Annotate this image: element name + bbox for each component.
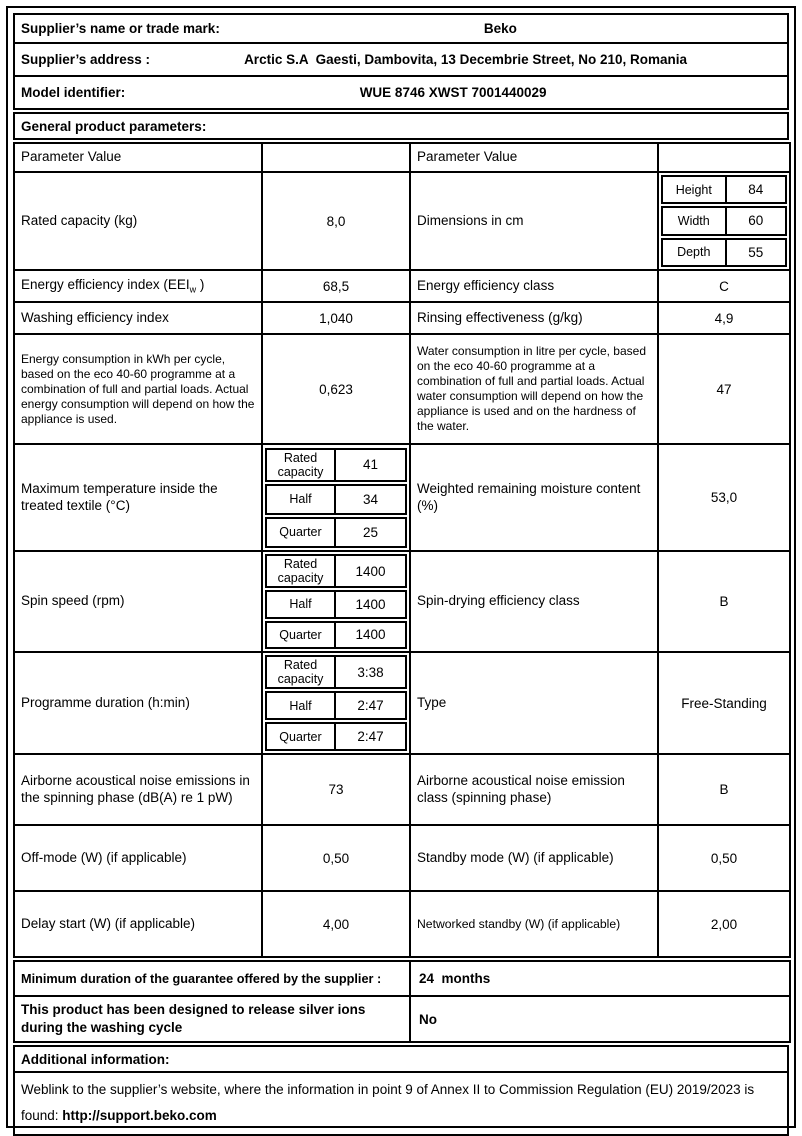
duration-rated-value: 3:38 [334, 655, 407, 689]
duration-half-value: 2:47 [334, 691, 407, 720]
spin-rated-value: 1400 [334, 554, 407, 588]
spin-speed-sub-table [262, 551, 410, 652]
max-temp-rated-row [265, 448, 407, 482]
spin-speed-label: Spin speed (rpm) [14, 551, 262, 652]
duration-quarter-label: Quarter [265, 722, 336, 751]
noise-value: 73 [262, 754, 410, 825]
consumption-row [14, 334, 790, 444]
delay-start-value: 4,00 [262, 891, 410, 957]
noise-label: Airborne acoustical noise emissions in the spinning phase (dB(A) re 1 pW) [14, 754, 262, 825]
section-title: General product parameters: [14, 113, 788, 139]
duration-sub-table [262, 652, 410, 754]
max-temp-rated-value: 41 [334, 448, 407, 482]
spin-rated-label: Rated capacity [265, 554, 336, 588]
spin-quarter-row [265, 621, 407, 650]
off-mode-value: 0,50 [262, 825, 410, 891]
dimensions-label: Dimensions in cm [410, 172, 658, 270]
guarantee-value: 24 months [410, 961, 790, 996]
moisture-label: Weighted remaining moisture content (%) [410, 444, 658, 551]
duration-label: Programme duration (h:min) [14, 652, 262, 754]
dimension-width-label: Width [661, 206, 727, 235]
networked-standby-value: 2,00 [658, 891, 790, 957]
delay-start-row [14, 891, 790, 957]
model-identifier-row [14, 76, 788, 109]
delay-start-label: Delay start (W) (if applicable) [14, 891, 262, 957]
silver-ions-label: This product has been designed to release silver ions during the washing cycle [14, 996, 410, 1042]
duration-quarter-value: 2:47 [334, 722, 407, 751]
duration-row [14, 652, 790, 754]
eei-value: 68,5 [262, 270, 410, 302]
dimension-height-label: Height [661, 175, 727, 204]
supplier-name-value: Beko [483, 21, 517, 36]
spin-class-value: B [658, 551, 790, 652]
max-temp-quarter-label: Quarter [265, 517, 336, 548]
duration-half-row [265, 691, 407, 720]
spin-rated-row [265, 554, 407, 588]
guarantee-row [14, 961, 790, 996]
guarantee-label: Minimum duration of the guarantee offered by the supplier : [14, 961, 410, 996]
max-temp-quarter-value: 25 [334, 517, 407, 548]
max-temperature-sub-table [262, 444, 410, 551]
additional-info-title-row [14, 1046, 788, 1072]
product-fiche-page [6, 6, 796, 1128]
moisture-value: 53,0 [658, 444, 790, 551]
silver-ions-value: No [410, 996, 790, 1042]
model-identifier-label: Model identifier: [21, 85, 126, 100]
dimension-width-row [661, 206, 787, 235]
rinsing-value: 4,9 [658, 302, 790, 334]
rated-capacity-value: 8,0 [262, 172, 410, 270]
water-consumption-value: 47 [658, 334, 790, 444]
eei-row [14, 270, 790, 302]
energy-class-value: C [658, 270, 790, 302]
supplier-address-label: Supplier’s address : [21, 52, 151, 67]
weblink-text: Weblink to the supplier’s website, where the information in point 9 of Annex II to Commission Regulation (EU) 2019/2023 is found: [21, 1082, 755, 1124]
supplier-address-value: Arctic S.A Gaesti, Dambovita, 13 Decembrie Street, No 210, Romania [244, 52, 687, 67]
weblink-row [14, 1072, 788, 1135]
dimension-height-row [661, 175, 787, 204]
max-temp-rated-label: Rated capacity [265, 448, 336, 482]
model-identifier-value: WUE 8746 XWST 7001440029 [359, 85, 547, 100]
noise-class-value: B [658, 754, 790, 825]
type-label: Type [410, 652, 658, 754]
spin-half-label: Half [265, 590, 336, 619]
supplier-name-label: Supplier’s name or trade mark: [21, 21, 220, 36]
spin-half-value: 1400 [334, 590, 407, 619]
supplier-name-row [14, 14, 788, 43]
type-value: Free-Standing [658, 652, 790, 754]
additional-info-title: Additional information: [14, 1046, 788, 1072]
off-mode-label: Off-mode (W) (if applicable) [14, 825, 262, 891]
off-mode-row [14, 825, 790, 891]
max-temp-half-label: Half [265, 484, 336, 515]
duration-half-label: Half [265, 691, 336, 720]
noise-class-label: Airborne acoustical noise emission class (spinning phase) [410, 754, 658, 825]
silver-ions-row [14, 996, 790, 1042]
dimension-height-value: 84 [725, 175, 787, 204]
spin-quarter-label: Quarter [265, 621, 336, 650]
networked-standby-label: Networked standby (W) (if applicable) [410, 891, 658, 957]
rated-capacity-label: Rated capacity (kg) [14, 172, 262, 270]
energy-consumption-value: 0,623 [262, 334, 410, 444]
supplier-address-row [14, 43, 788, 76]
water-consumption-label: Water consumption in litre per cycle, based on the eco 40-60 programme at a combination of full and partial loads. Actual water consumption will depend on how the appliance is used and on the hardness of the water. [410, 334, 658, 444]
guarantee-table [13, 960, 791, 1043]
max-temperature-row [14, 444, 790, 551]
washing-index-row [14, 302, 790, 334]
column-header-left: Parameter Value [14, 143, 262, 172]
energy-class-label: Energy efficiency class [410, 270, 658, 302]
spin-speed-row [14, 551, 790, 652]
dimension-depth-value: 55 [725, 238, 787, 267]
max-temperature-label: Maximum temperature inside the treated textile (°C) [14, 444, 262, 551]
spin-class-label: Spin-drying efficiency class [410, 551, 658, 652]
rinsing-label: Rinsing effectiveness (g/kg) [410, 302, 658, 334]
column-header-right: Parameter Value [410, 143, 658, 172]
duration-quarter-row [265, 722, 407, 751]
additional-info-table [13, 1045, 789, 1136]
washing-index-label: Washing efficiency index [14, 302, 262, 334]
energy-consumption-label: Energy consumption in kWh per cycle, based on the eco 40-60 programme at a combination of full and partial loads. Actual energy consumption will depend on how the appliance is used. [14, 334, 262, 444]
column-header-row [14, 143, 790, 172]
dimension-depth-label: Depth [661, 238, 727, 267]
standby-label: Standby mode (W) (if applicable) [410, 825, 658, 891]
standby-value: 0,50 [658, 825, 790, 891]
dimension-depth-row [661, 238, 787, 267]
supplier-info-table [13, 13, 789, 110]
spin-half-row [265, 590, 407, 619]
capacity-dimensions-row [14, 172, 790, 270]
weblink-url[interactable]: http://support.beko.com [62, 1108, 217, 1124]
max-temp-half-value: 34 [334, 484, 407, 515]
parameters-table [13, 142, 791, 958]
duration-rated-label: Rated capacity [265, 655, 336, 689]
max-temp-quarter-row [265, 517, 407, 548]
eei-label: Energy efficiency index ($EEI_w$ ) [14, 270, 262, 302]
dimensions-sub-table [658, 172, 790, 270]
noise-row [14, 754, 790, 825]
spin-quarter-value: 1400 [334, 621, 407, 650]
duration-rated-row [265, 655, 407, 689]
section-title-table [13, 112, 789, 140]
washing-index-value: 1,040 [262, 302, 410, 334]
max-temp-half-row [265, 484, 407, 515]
dimension-width-value: 60 [725, 206, 787, 235]
